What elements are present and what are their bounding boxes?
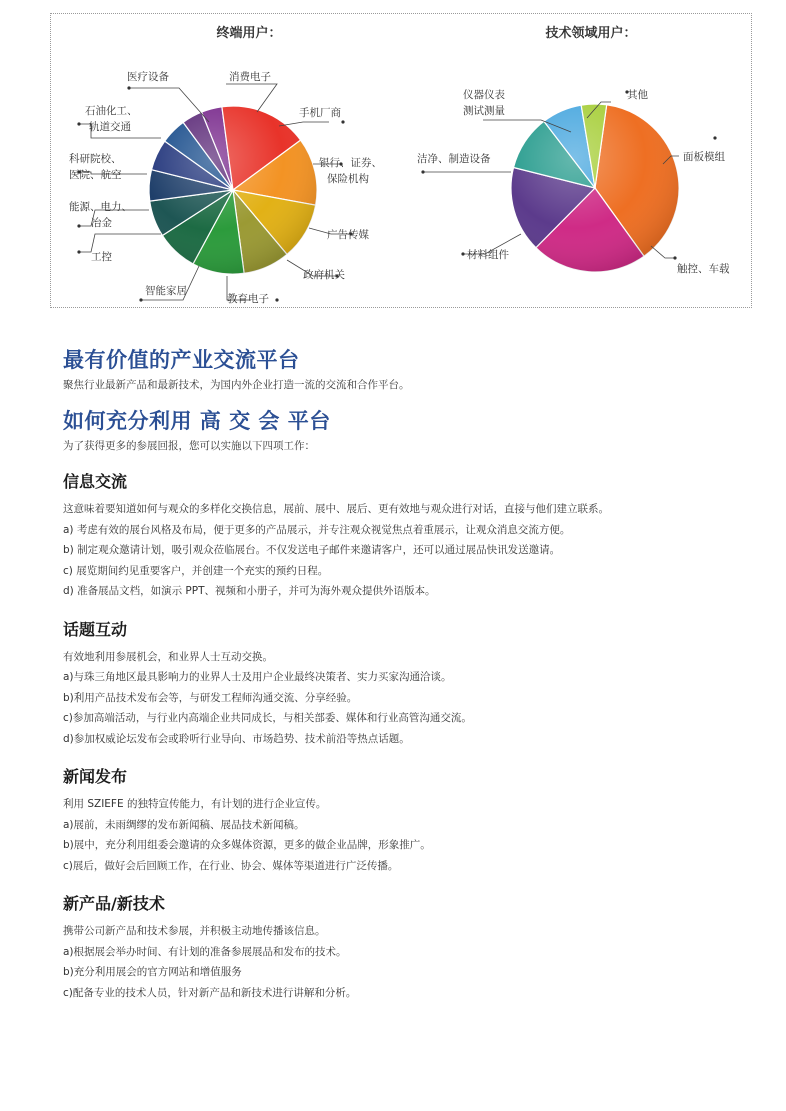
label-consumer-electronics: 消费电子 [229,71,271,83]
paragraph-line: 利用 SZIEFE 的独特宣传能力，有计划的进行企业宣传。 [63,798,327,810]
section-title: 话题互动 [63,619,128,639]
paragraph-line: b)展中，充分利用组委会邀请的众多媒体资源，更多的做企业品牌，形象推广。 [63,839,431,851]
section-info-exchange [63,470,743,602]
tech-field-pie [511,104,679,272]
label-research-1: 科研院校、 [69,153,122,165]
section-title: 新产品/新技术 [63,894,165,913]
section-title: 新闻发布 [63,767,128,786]
label-instruments-2: 测试测量 [463,105,505,117]
paragraph-line: b)利用产品技术发布会等，与研发工程师沟通交流、分享经验。 [63,691,358,704]
label-government: 政府机关 [303,269,345,281]
pie-charts-svg [51,14,753,309]
paragraph-line: b)充分利用展会的官方网站和增值服务 [63,966,242,978]
left-chart-title: 终端用户： [216,26,282,41]
paragraph-line: c) 展览期间约见重要客户，并创建一个充实的预约日程。 [63,564,329,577]
label-research-2: 医院、航空 [69,169,122,181]
tech-field-pie-shading [511,104,679,272]
paragraph-line: d)参加权威论坛发布会或聆听行业导向、市场趋势、技术前沿等热点话题。 [63,732,410,745]
label-petro-2: 轨道交通 [89,121,131,133]
paragraph-line: c)配备专业的技术人员，针对新产品和新技术进行讲解和分析。 [63,986,357,999]
paragraph-line: a) 考虑有效的展台风格及布局，便于更多的产品展示，并专注观众视觉焦点着重展示，让观众消息交流方便。 [63,523,571,536]
end-user-pie-shading [149,106,317,274]
paragraph-line: c)展后，做好会后回顾工作，在行业、协会、媒体等渠道进行广泛传播。 [63,859,399,872]
paragraph-line: c)参加高端活动，与行业内高端企业共同成长，与相关部委、媒体和行业高管沟通交流。 [63,712,472,724]
label-clean-equipment: 洁净、制造设备 [417,153,491,165]
label-energy-2: 冶金 [91,217,112,229]
intro-text-1: 聚焦行业最新产品和最新技术，为国内外企业打造一流的交流和合作平台。 [63,379,410,391]
paragraph-line: 携带公司新产品和技术参展，并积极主动地传播该信息。 [63,925,326,937]
right-chart-title: 技术领域用户： [545,26,637,41]
heading-how-to-use: 如何充分利用 高 交 会 平台 [63,409,331,433]
end-user-pie [149,106,317,274]
paragraph-line: d) 准备展品文档，如演示 PPT、视频和小册子，并可为海外观众提供外语版本。 [63,585,436,597]
label-other: 其他 [627,89,648,101]
label-smart-home: 智能家居 [145,285,187,297]
label-energy-1: 能源、电力、 [69,201,132,213]
paragraph-line: a)展前，未雨绸缪的发布新闻稿、展品技术新闻稿。 [63,818,305,831]
paragraph-line: a)与珠三角地区最具影响力的业界人士及用户企业最终决策者、实力买家沟通洽谈。 [63,671,452,683]
label-materials: 材料组件 [467,249,509,261]
label-finance-1: 银行、证券、 [319,157,382,169]
paragraph-line: b) 制定观众邀请计划，吸引观众莅临展台。不仅发送电子邮件来邀请客户，还可以通过展品快讯发送邀请。 [63,544,561,556]
label-touch-auto: 触控、车载 [677,263,730,275]
paragraph-line: a)根据展会举办时间、有计划的准备参展展品和发布的技术。 [63,945,347,958]
label-petro-1: 石油化工、 [85,105,138,117]
heading-valuable-platform: 最有价值的产业交流平台 [63,348,300,372]
section-news-release [63,765,743,876]
label-finance-2: 保险机构 [327,173,369,185]
paragraph-line: 这意味着要知道如何与观众的多样化交换信息，展前、展中、展后、更有效地与观众进行对话，直接与他们建立联系。 [63,503,609,515]
label-edu-electronics: 教育电子 [227,293,269,305]
label-advertising: 广告传媒 [327,229,369,241]
label-medical-devices: 医疗设备 [127,71,169,83]
charts-panel [50,13,752,308]
label-instruments-1: 仪器仪表 [463,89,505,101]
label-panel-modules: 面板模组 [683,151,725,163]
section-topic-interaction [63,618,743,750]
section-new-products [63,892,743,1003]
intro-text-2: 为了获得更多的参展回报，您可以实施以下四项工作： [63,440,315,452]
label-industrial-control: 工控 [91,251,112,263]
label-phone-makers: 手机厂商 [299,107,341,119]
paragraph-line: 有效地利用参展机会，和业界人士互动交换。 [63,650,273,663]
section-title: 信息交流 [63,472,128,491]
main-content [63,346,743,1003]
